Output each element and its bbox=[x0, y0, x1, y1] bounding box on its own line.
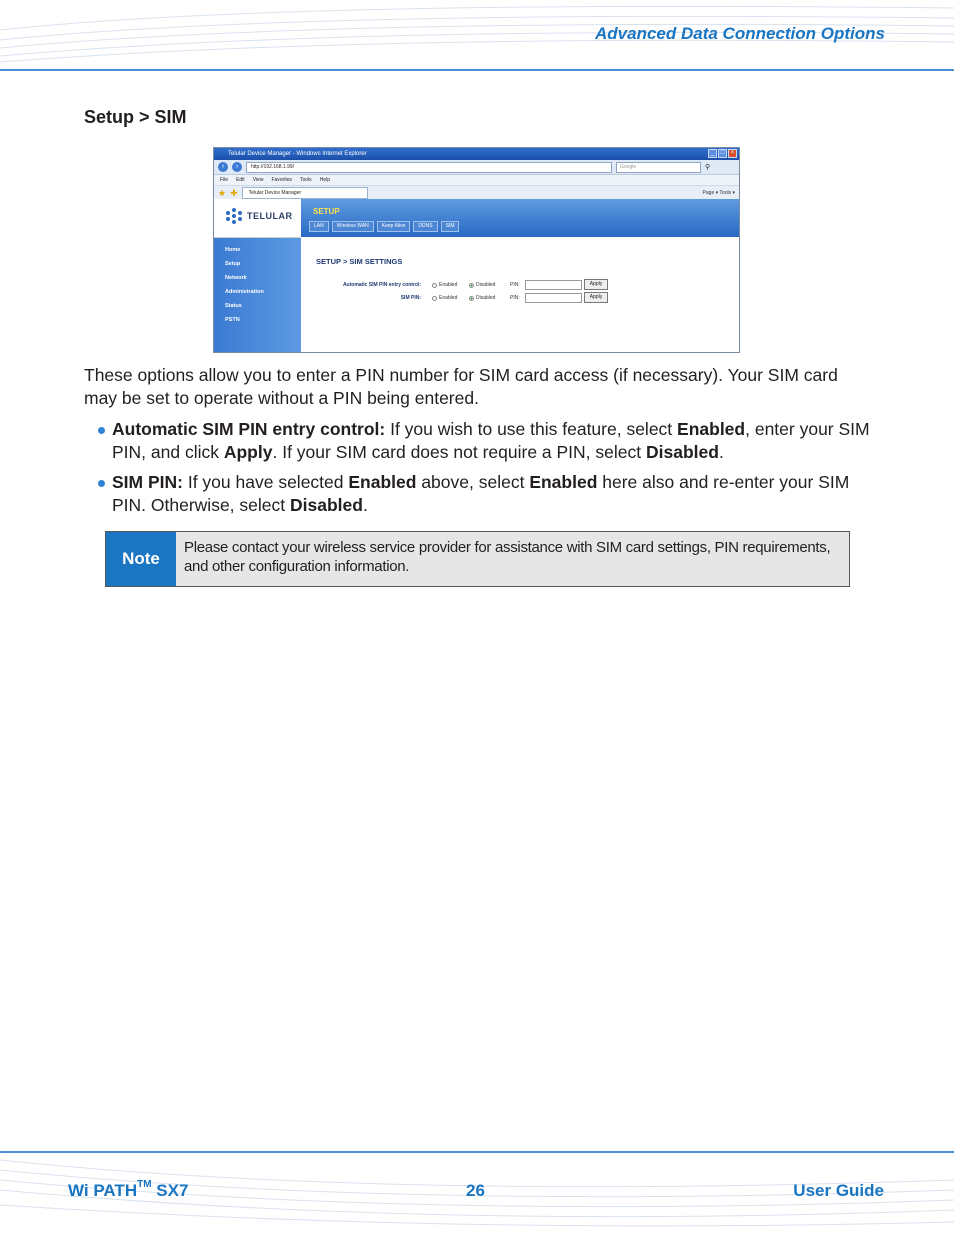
subtab-sim[interactable]: SIM bbox=[441, 221, 460, 232]
window-title: Telular Device Manager - Windows Internet Explorer bbox=[228, 151, 367, 157]
note-box bbox=[105, 531, 850, 587]
menu-edit[interactable]: Edit bbox=[236, 177, 245, 183]
radio-disabled[interactable]: Disabled bbox=[469, 282, 495, 288]
note-text: Please contact your wireless service provider for assistance with SIM card settings, PIN requirements, and other configuration information. bbox=[176, 532, 849, 586]
footer-guide: User Guide bbox=[793, 1181, 884, 1200]
browser-tab[interactable]: Telular Device Manager bbox=[242, 187, 368, 199]
nav-setup[interactable]: Setup bbox=[225, 261, 241, 267]
subtabs bbox=[309, 221, 459, 232]
logo-area bbox=[214, 199, 301, 238]
pin-label: PIN: bbox=[510, 282, 520, 288]
minimize-icon[interactable]: _ bbox=[708, 149, 717, 158]
url-field[interactable]: http://192.168.1.99/ bbox=[246, 162, 612, 173]
content-title: SETUP > SIM SETTINGS bbox=[316, 257, 403, 266]
close-icon[interactable]: × bbox=[728, 149, 737, 158]
pin-input[interactable] bbox=[525, 293, 582, 303]
pin-label: PIN: bbox=[510, 295, 520, 301]
apply-button[interactable]: Apply bbox=[584, 292, 608, 303]
footer-page-number: 26 bbox=[466, 1181, 485, 1200]
bullet-icon bbox=[98, 480, 105, 487]
content-pane bbox=[301, 238, 740, 353]
section-title: Setup > SIM bbox=[84, 107, 187, 127]
sim-row-auto-pin bbox=[301, 280, 740, 290]
maximize-icon[interactable]: □ bbox=[718, 149, 727, 158]
header-title: Advanced Data Connection Options bbox=[595, 24, 885, 43]
sim-row-sim-pin bbox=[301, 293, 740, 303]
browser-screenshot bbox=[213, 147, 740, 353]
menu-tools[interactable]: Tools bbox=[300, 177, 312, 183]
nav-home[interactable]: Home bbox=[225, 247, 241, 253]
top-banner bbox=[301, 199, 740, 237]
menu-view[interactable]: View bbox=[252, 177, 264, 183]
menu-file[interactable]: File bbox=[220, 177, 229, 183]
address-bar bbox=[214, 160, 739, 175]
bullet-auto-pin: Automatic SIM PIN entry control: If you wish to use this feature, select Enabled, enter your SIM PIN, and click Apply. If your SIM card does not require a PIN, select Disabled. bbox=[112, 418, 872, 463]
forward-icon[interactable]: › bbox=[232, 162, 242, 172]
intro-paragraph: These options allow you to enter a PIN number for SIM card access (if necessary). Your SIM card may be set to operate without a PIN being entered. bbox=[84, 365, 838, 408]
radio-enabled[interactable]: Enabled bbox=[432, 295, 457, 301]
logo-text: TELULAR bbox=[247, 211, 293, 221]
subtab-ddns[interactable]: DDNS bbox=[413, 221, 437, 232]
bullet-icon bbox=[98, 427, 105, 434]
menu-favorites[interactable]: Favorites bbox=[271, 177, 292, 183]
window-titlebar bbox=[214, 148, 739, 160]
search-field[interactable]: Google bbox=[616, 162, 701, 173]
subtab-wireless-wan[interactable]: Wireless WAN bbox=[332, 221, 374, 232]
left-nav bbox=[214, 238, 301, 353]
nav-pstn[interactable]: PSTN bbox=[225, 317, 240, 323]
radio-disabled[interactable]: Disabled bbox=[469, 295, 495, 301]
nav-administration[interactable]: Administration bbox=[225, 289, 264, 295]
row-label: SIM PIN: bbox=[400, 295, 421, 301]
bullet-sim-pin: SIM PIN: If you have selected Enabled above, select Enabled here also and re-enter your SIM PIN. Otherwise, select Disabled. bbox=[112, 471, 872, 516]
row-label: Automatic SIM PIN entry control: bbox=[342, 282, 421, 288]
nav-network[interactable]: Network bbox=[225, 275, 247, 281]
back-icon[interactable]: ‹ bbox=[218, 162, 228, 172]
footer-rule bbox=[0, 1151, 954, 1153]
add-favorite-icon[interactable]: ✚ bbox=[230, 187, 238, 198]
subtab-keep-alive[interactable]: Keep Alive bbox=[377, 221, 411, 232]
nav-status[interactable]: Status bbox=[225, 303, 242, 309]
setup-label: SETUP bbox=[313, 207, 340, 216]
search-icon[interactable]: ⚲ bbox=[705, 164, 711, 171]
note-label: Note bbox=[106, 532, 176, 586]
footer-product: Wi PATH™ SX7 bbox=[68, 1179, 189, 1200]
radio-enabled[interactable]: Enabled bbox=[432, 282, 457, 288]
menu-help[interactable]: Help bbox=[319, 177, 330, 183]
device-manager-app bbox=[214, 199, 740, 353]
apply-button[interactable]: Apply bbox=[584, 279, 608, 290]
subtab-lan[interactable]: LAN bbox=[309, 221, 329, 232]
header-rule bbox=[0, 69, 954, 71]
toolbar-right[interactable]: Page ▾ Tools ▾ bbox=[702, 190, 735, 196]
favorites-star-icon[interactable]: ★ bbox=[218, 187, 227, 198]
telular-logo-icon bbox=[224, 207, 244, 225]
menu-bar bbox=[214, 175, 739, 186]
pin-input[interactable] bbox=[525, 280, 582, 290]
